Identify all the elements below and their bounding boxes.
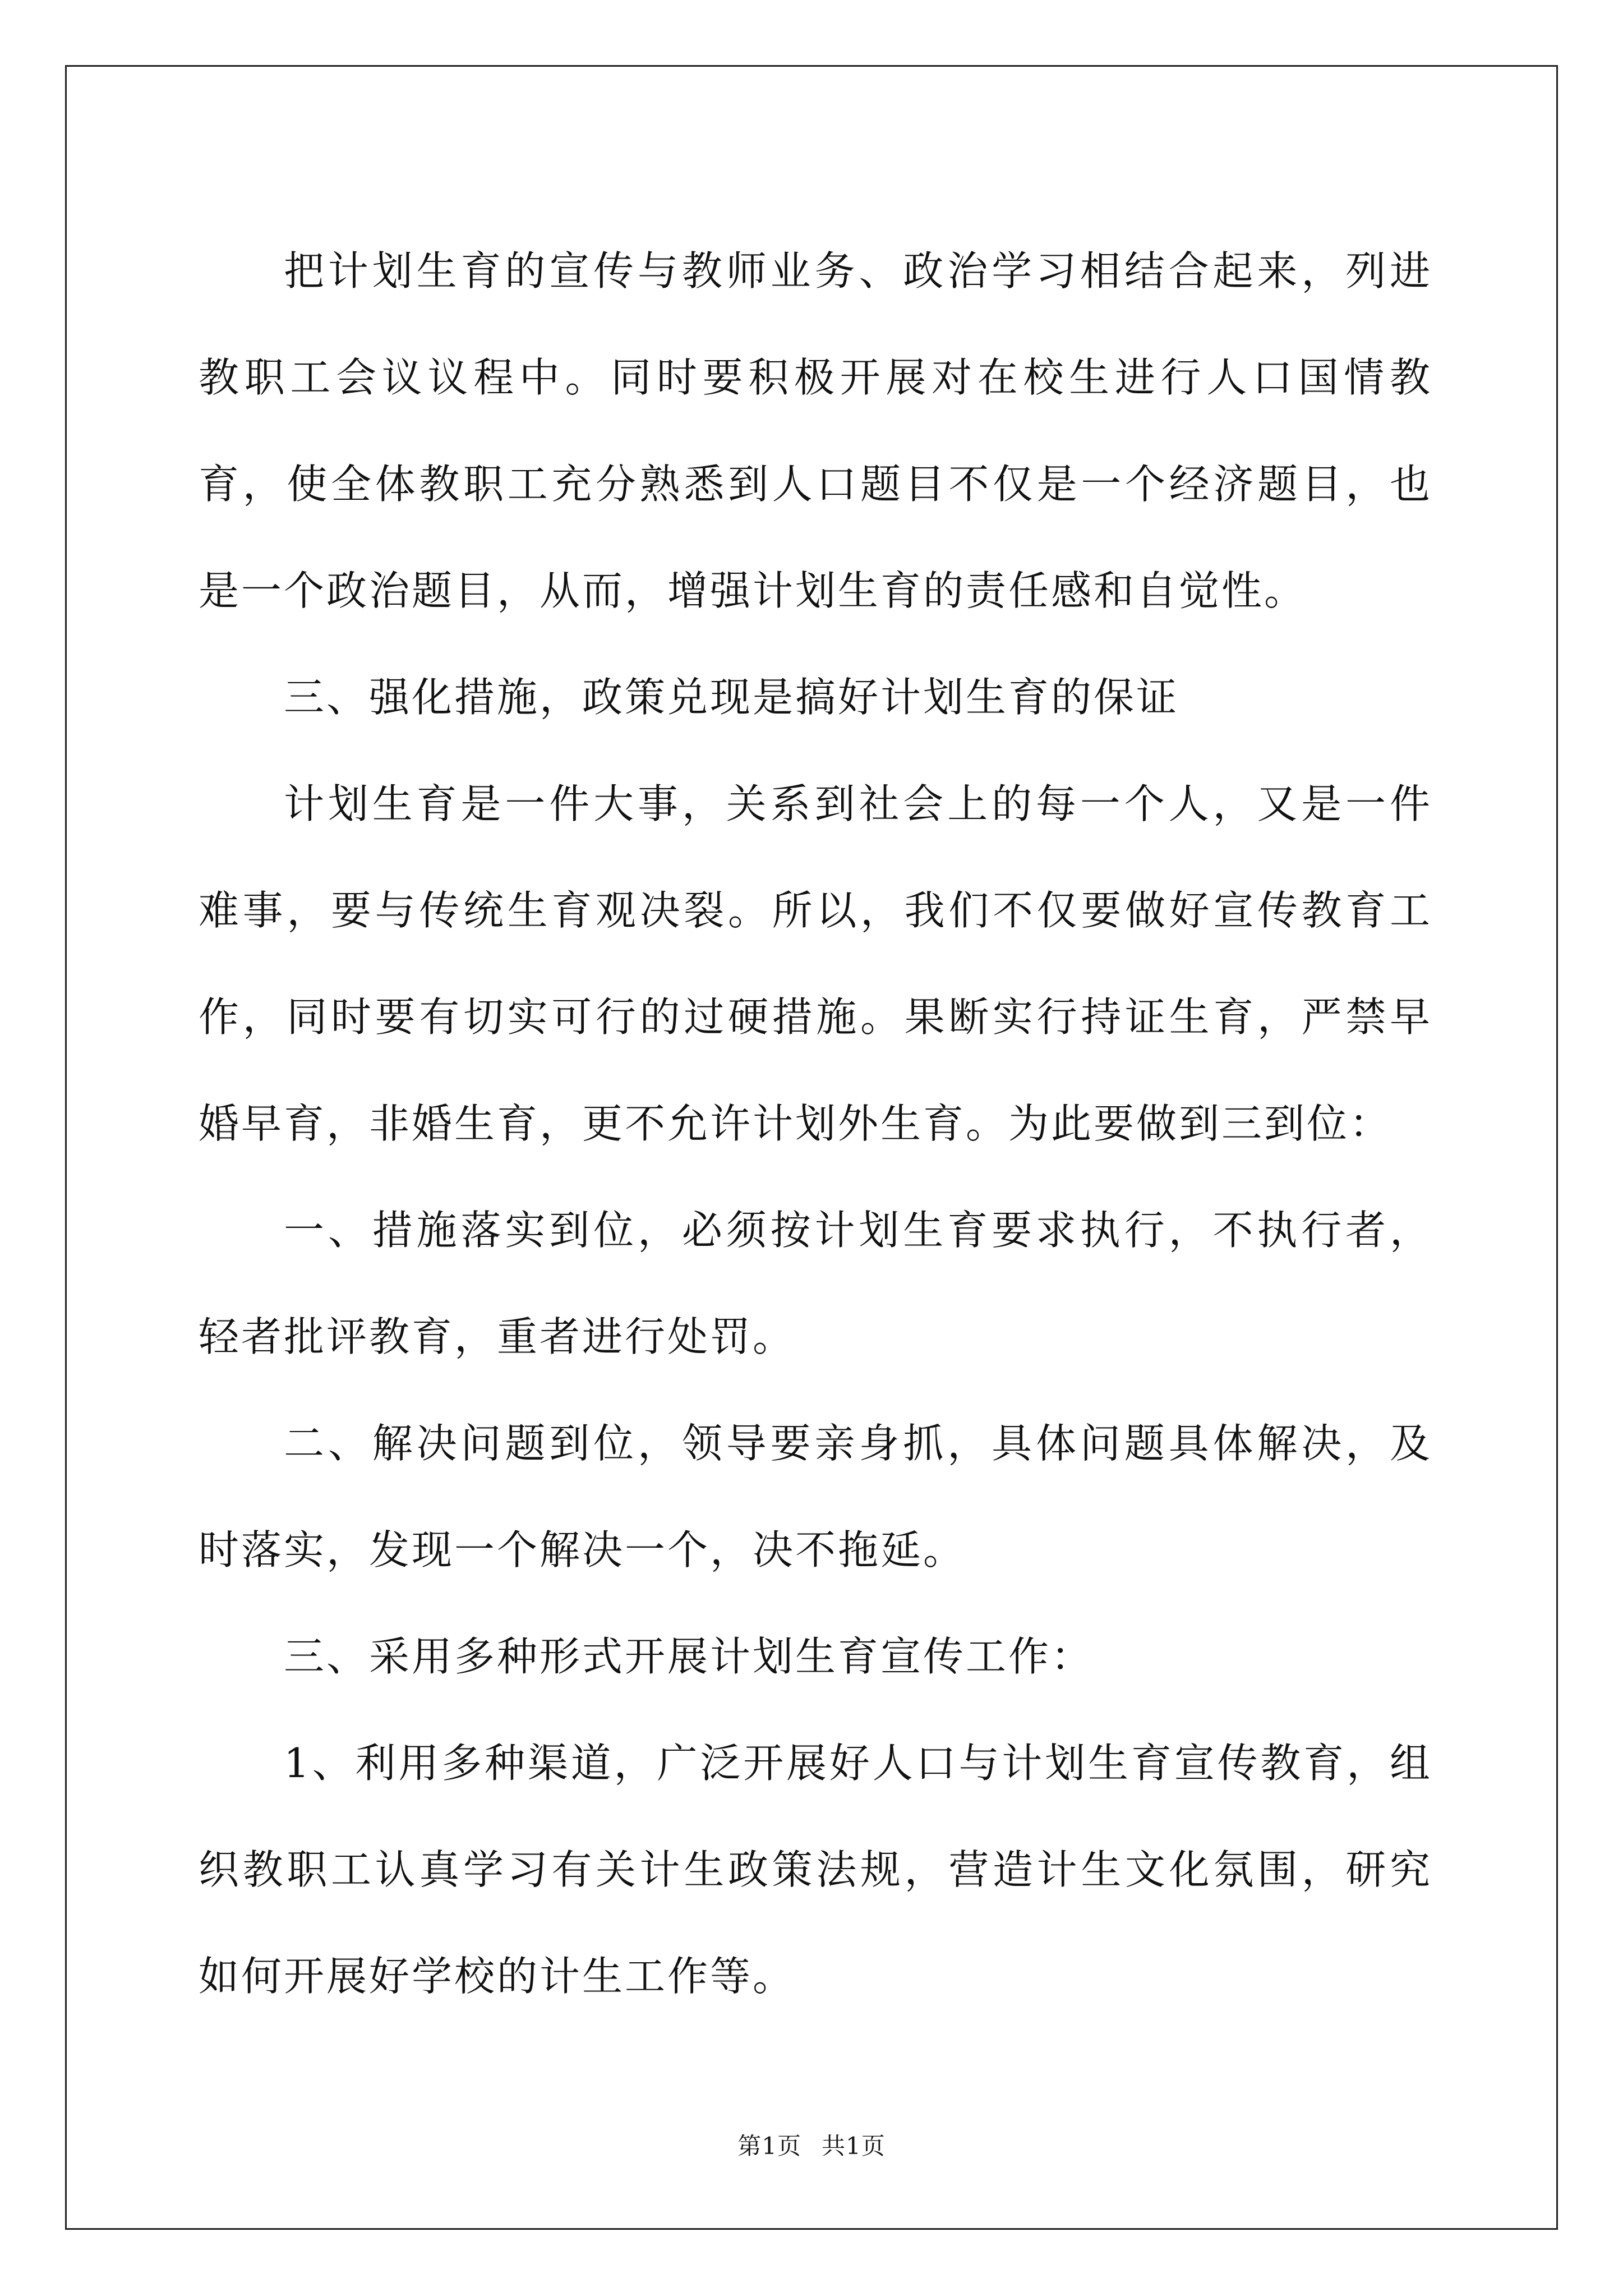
list-item-channels: 1、利用多种渠道，广泛开展好人口与计划生育宣传教育，组织教职工认真学习有关计生政策法规，营造计生文化氛围，研究如何开展好学校的计生工作等。 <box>199 1740 1432 2000</box>
list-item-problems-solved: 二、解决问题到位，领导要亲身抓，具体问题具体解决，及时落实，发现一个解决一个，决不拖延。 <box>199 1420 1432 1573</box>
document-body <box>199 218 1432 2030</box>
list-item-measures-in-place: 一、措施落实到位，必须按计划生育要求执行，不执行者，轻者批评教育，重者进行处罚。 <box>199 1207 1432 1360</box>
list-item-publicity-forms: 三、采用多种形式开展计划生育宣传工作： <box>284 1633 1094 1680</box>
page-total: 共1页 <box>822 2132 886 2160</box>
page-footer <box>0 2129 1623 2163</box>
page-number: 第1页 <box>737 2132 801 2160</box>
paragraph-family-planning-propaganda: 把计划生育的宣传与教师业务、政治学习相结合起来，列进教职工会议议程中。同时要积极开展对在校生进行人口国情教育，使全体教职工充分熟悉到人口题目不仅是一个经济题目，也是一个政治题目，从而，增强计划生育的责任感和自觉性。 <box>199 247 1432 614</box>
section-heading-three-measures: 三、强化措施，政策兑现是搞好计划生育的保证 <box>284 674 1179 721</box>
paragraph-family-planning-importance: 计划生育是一件大事，关系到社会上的每一个人，又是一件难事，要与传统生育观决裂。所以，我们不仅要做好宣传教育工作，同时要有切实可行的过硬措施。果断实行持证生育，严禁早婚早育，非婚生育，更不允许计划外生育。为此要做到三到位： <box>199 780 1432 1147</box>
